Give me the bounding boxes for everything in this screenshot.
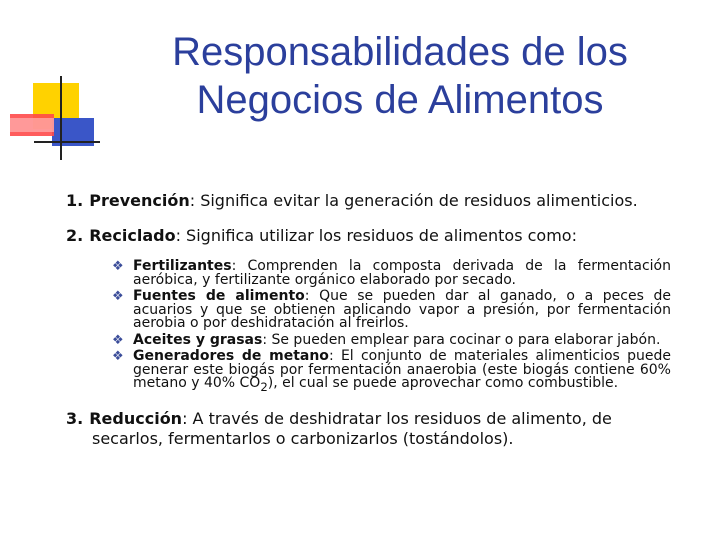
item-number: 3. — [66, 409, 84, 429]
subitem-subscript: 2 — [260, 379, 268, 394]
list-item-prevencion — [66, 190, 671, 211]
title-line-2: Negocios de Alimentos — [196, 78, 604, 122]
subitem-text-b: ), el cual se puede aprovechar como combustible. — [267, 375, 619, 391]
item-text: : Significa evitar la generación de residuos alimenticios. — [189, 191, 638, 210]
slide-title — [120, 28, 680, 124]
item-text-a: : A través de deshidratar los residuos de alimento, de — [182, 409, 612, 429]
subitem-text: : Se pueden emplear para cocinar o para elaborar jabón. — [262, 331, 661, 348]
subitem-text: : Comprenden la composta derivada de la fermentación aeróbica, y fertilizante orgánico elaborado por secado. — [133, 258, 671, 288]
subitem-text-a: : El conjunto de materiales alimenticios puede generar este biogás por fermentación anaerobia (este biogás contiene 60% metano y 40% CO — [133, 348, 671, 391]
diamond-check-bullet-icon: ❖ — [112, 289, 124, 304]
item-text: : Significa utilizar los residuos de alimentos como: — [175, 226, 577, 245]
sublist-item-generadores-de-metano — [96, 350, 671, 394]
subitem-term: Fertilizantes — [133, 258, 232, 274]
subitem-term: Fuentes de alimento — [133, 288, 305, 304]
sublist-item-fertilizantes — [96, 260, 671, 287]
sublist-item-fuentes-de-alimento — [96, 290, 671, 331]
diamond-check-bullet-icon: ❖ — [112, 259, 124, 274]
sublist-item-aceites-y-grasas — [96, 331, 671, 348]
logo-red-square-highlight — [10, 118, 54, 132]
item-number: 2. — [66, 226, 84, 245]
item-term: Reducción — [89, 409, 183, 429]
list-item-reduccion — [66, 408, 671, 449]
diamond-check-bullet-icon: ❖ — [112, 332, 124, 348]
reciclado-sublist — [96, 260, 671, 394]
subitem-term: Generadores de metano — [133, 348, 329, 364]
slide-content — [66, 190, 671, 449]
subitem-term: Aceites y grasas — [133, 331, 263, 348]
item-term: Reciclado — [89, 226, 176, 245]
subitem-text: : Que se pueden dar al ganado, o a peces de acuarios y que se obtienen aplicando vapor a presión, por fermentación aerobia o por deshidratación al freirlos. — [133, 288, 671, 331]
title-line-1: Responsabilidades de los — [172, 30, 628, 74]
decorative-logo — [0, 0, 110, 170]
item-number: 1. — [66, 191, 84, 210]
diamond-check-bullet-icon: ❖ — [112, 349, 124, 364]
list-item-reciclado — [66, 225, 671, 246]
item-text-b: secarlos, fermentarlos o carbonizarlos (tostándolos). — [92, 429, 514, 449]
item-term: Prevención — [89, 191, 190, 210]
